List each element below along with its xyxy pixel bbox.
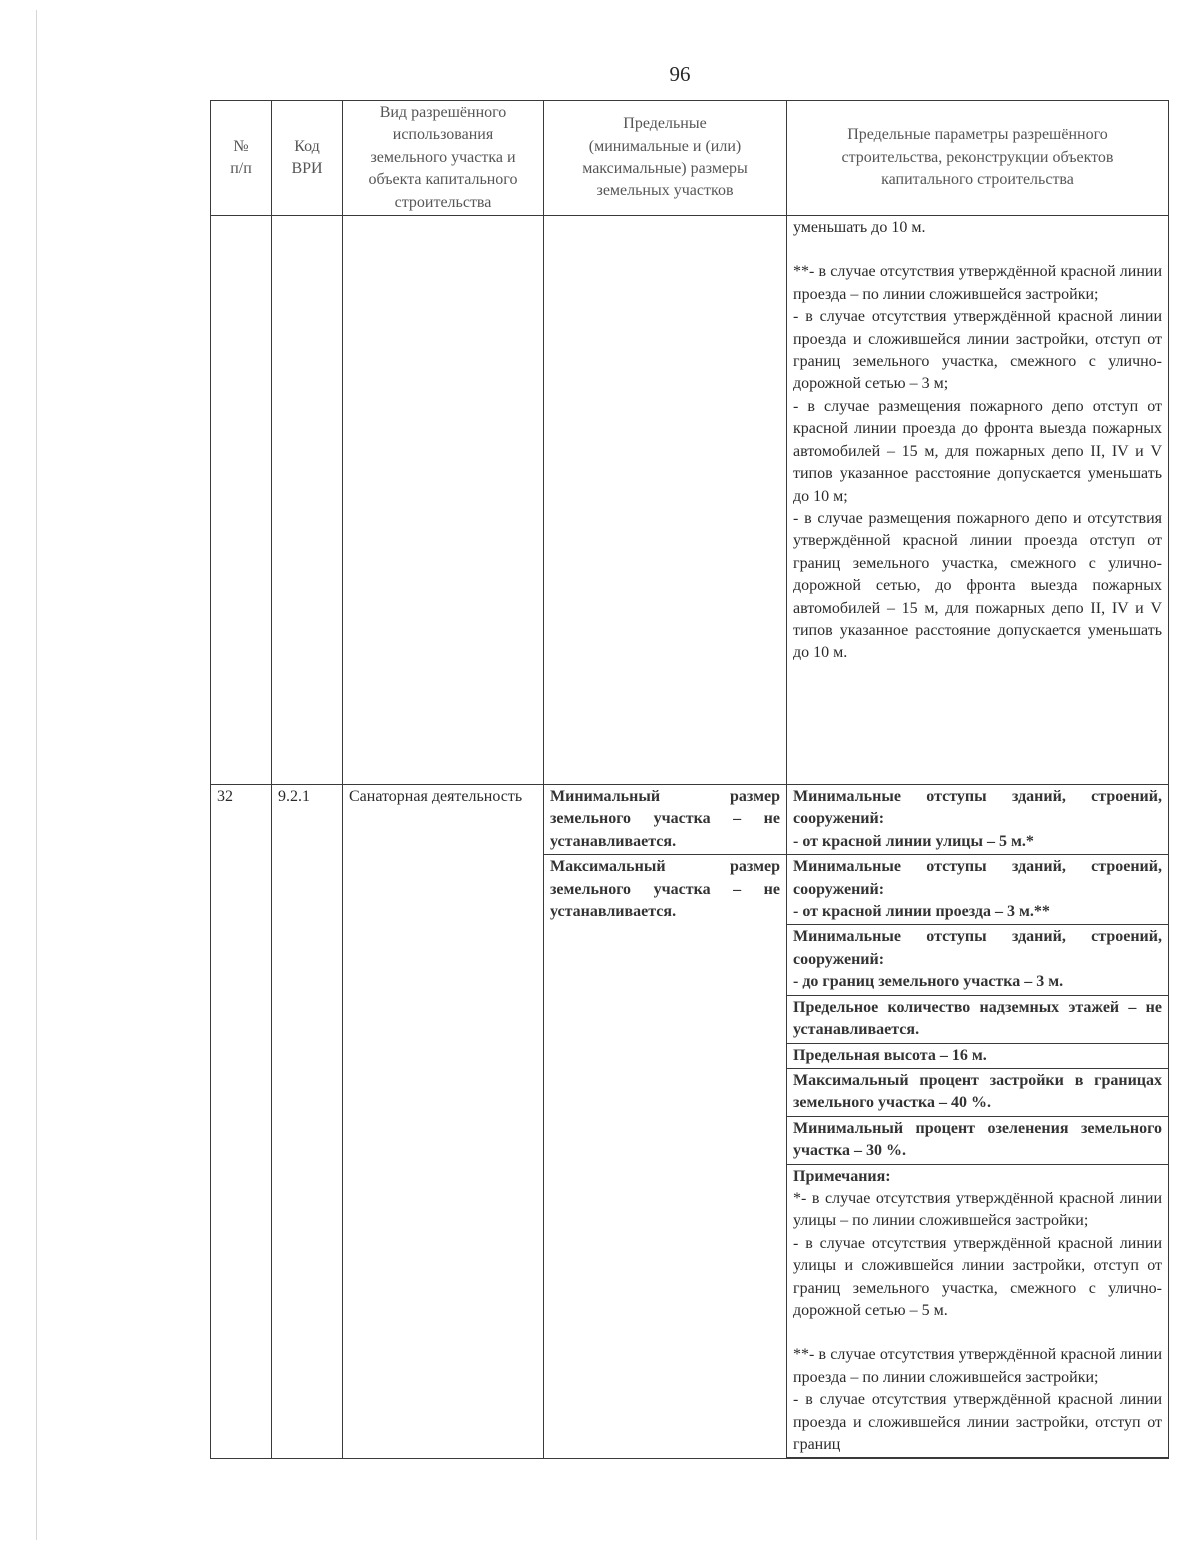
continuation-params-cell [787, 216, 1169, 785]
min-plot-size: Минимальный размер земельного участка – не устанавливается. [544, 785, 787, 855]
header-code: Код ВРИ [272, 101, 343, 216]
continuation-paragraph: - в случае размещения пожарного депо и отсутствия утверждённой красной линии проезда отступ от границ земельного участка, смежного с улично-дорожной сетью, до фронта выезда пожарных автомобилей – 15 м, для пожарных депо II, IV и V типов указанное расстояние допускается уменьшать до 10 м. [793, 509, 1162, 662]
header-permitted-use: Вид разрешённого использования земельного участка и объекта капитального строительства [343, 101, 544, 216]
param-boundary-setback: Минимальные отступы зданий, строений, сооружений: - до границ земельного участка – 3 м. [787, 925, 1169, 995]
regulations-table [210, 100, 1169, 1459]
table-row-32 [211, 785, 1169, 855]
row-code: 9.2.1 [272, 785, 343, 1459]
row-number: 32 [211, 785, 272, 1459]
continuation-row [211, 216, 1169, 785]
param-height: Предельная высота – 16 м. [787, 1043, 1169, 1068]
param-street-setback: Минимальные отступы зданий, строений, сооружений: - от красной линии улицы – 5 м.* [787, 785, 1169, 855]
continuation-code-cell [272, 216, 343, 785]
note-paragraph: - в случае отсутствия утверждённой красной линии улицы и сложившейся линии застройки, отступ от границ земельного участка, смежного с улично-дорожной сетью – 5 м. [793, 1234, 1162, 1319]
param-building-coverage: Максимальный процент застройки в границах земельного участка – 40 %. [787, 1068, 1169, 1116]
max-plot-size: Максимальный размер земельного участка – не устанавливается. [544, 855, 787, 1459]
paragraph-gap [793, 1322, 1162, 1344]
note-paragraph: - в случае отсутствия утверждённой красной линии проезда и сложившейся линии застройки, отступ от границ [793, 1391, 1162, 1453]
continuation-type-cell [343, 216, 544, 785]
param-floors: Предельное количество надземных этажей – не устанавливается. [787, 995, 1169, 1043]
continuation-paragraph: - в случае отсутствия утверждённой красной линии проезда и сложившейся линии застройки, отступ от границ земельного участка, смежного с улично-дорожной сетью – 3 м; [793, 308, 1162, 393]
continuation-paragraph: уменьшать до 10 м. [793, 219, 926, 237]
continuation-paragraph: - в случае размещения пожарного депо отступ от красной линии проезда до фронта выезда пожарных автомобилей – 15 м, для пожарных депо II, IV и V типов указанное расстояние допускается уменьшать до 10 м; [793, 397, 1162, 505]
note-paragraph: **- в случае отсутствия утверждённой красной линии проезда – по линии сложившейся застройки; [793, 1346, 1162, 1386]
notes-cell [787, 1164, 1169, 1458]
paragraph-gap [793, 239, 1162, 261]
header-construction-params: Предельные параметры разрешённого строительства, реконструкции объектов капитального строительства [787, 101, 1169, 216]
row-end-spacer [787, 1458, 1169, 1459]
param-driveway-setback: Минимальные отступы зданий, строений, сооружений: - от красной линии проезда – 3 м.** [787, 855, 1169, 925]
row-permitted-use: Санаторная деятельность [343, 785, 544, 1459]
continuation-sizes-cell [544, 216, 787, 785]
header-plot-sizes: Предельные (минимальные и (или) максимальные) размеры земельных участков [544, 101, 787, 216]
table-header-row [211, 101, 1169, 216]
continuation-paragraph: **- в случае отсутствия утверждённой красной линии проезда – по линии сложившейся застройки; [793, 263, 1162, 303]
page-number: 96 [669, 62, 691, 86]
scan-margin-line [36, 10, 37, 1540]
note-paragraph: *- в случае отсутствия утверждённой красной линии улицы – по линии сложившейся застройки; [793, 1189, 1162, 1230]
notes-title: Примечания: [793, 1167, 891, 1185]
continuation-num-cell [211, 216, 272, 785]
param-greenery: Минимальный процент озеленения земельного участка – 30 %. [787, 1116, 1169, 1164]
header-num: № п/п [211, 101, 272, 216]
